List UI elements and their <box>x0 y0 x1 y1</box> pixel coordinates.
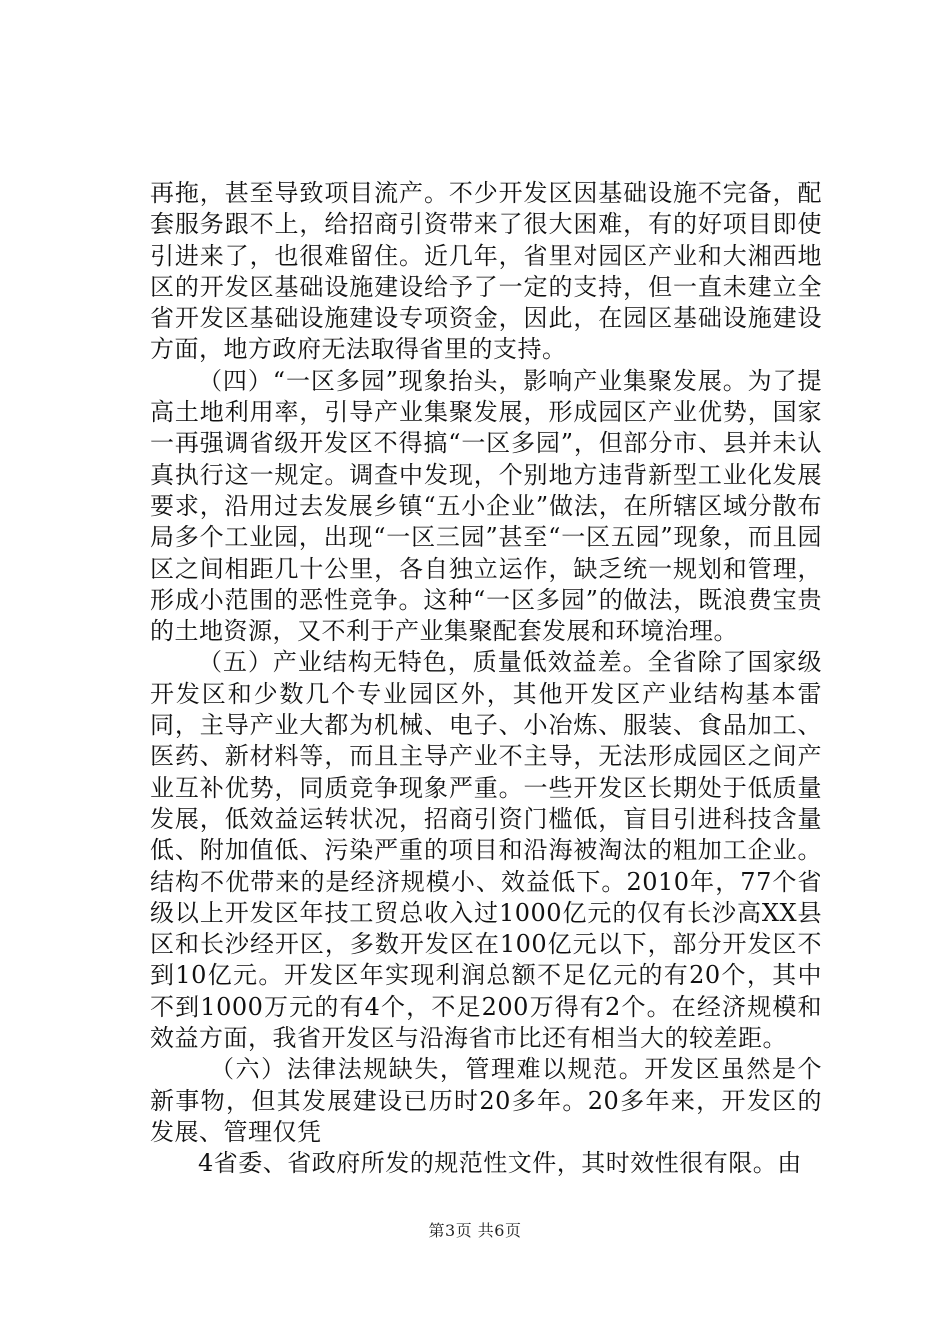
page-number-label: 第3页 共6页 <box>428 1221 522 1240</box>
paragraph-continuation: 4省委、省政府所发的规范性文件，其时效性很有限。由 <box>198 1149 802 1178</box>
paragraph-infrastructure: 再拖，甚至导致项目流产。不少开发区因基础设施不完备，配套服务跟不上，给招商引资带来了很大困难，有的好项目即使引进来了，也很难留住。近几年，省里对园区产业和大湘西地区的开发区基础设施建设给予了一定的支持，但一直未建立全省开发区基础设施建设专项资金，因此，在园区基础设施建设方面，地方政府无法取得省里的支持。 <box>150 179 822 364</box>
paragraph-section-five: （五）产业结构无特色，质量低效益差。全省除了国家级开发区和少数几个专业园区外，其他开发区产业结构基本雷同，主导产业大都为机械、电子、小冶炼、服装、食品加工、医药、新材料等，而且主导产业不主导，无法形成园区之间产业互补优势，同质竞争现象严重。一些开发区长期处于低质量发展，低效益运转状况，招商引资门槛低，盲目引进科技含量低、附加值低、污染严重的项目和沿海被淘汰的粗加工企业。结构不优带来的是经济规模小、效益低下。2010年，77个省级以上开发区年技工贸总收入过1000亿元的仅有长沙高XX县区和长沙经开区，多数开发区在100亿元以下，部分开发区不到10亿元。开发区年实现利润总额不足亿元的有20个，其中不到1000万元的有4个，不足200万得有2个。在经济规模和效益方面，我省开发区与沿海省市比还有相当大的较差距。 <box>150 648 822 1053</box>
document-body <box>150 178 822 1180</box>
page-footer <box>0 1218 950 1241</box>
paragraph-section-four: （四）“一区多园”现象抬头，影响产业集聚发展。为了提高土地利用率，引导产业集聚发展，形成园区产业优势，国家一再强调省级开发区不得搞“一区多园”，但部分市、县并未认真执行这一规定。调查中发现，个别地方违背新型工业化发展要求，沿用过去发展乡镇“五小企业”做法，在所辖区域分散布局多个工业园，出现“一区三园”甚至“一区五园”现象，而且园区之间相距几十公里，各自独立运作，缺乏统一规划和管理，形成小范围的恶性竞争。这种“一区多园”的做法，既浪费宝贵的土地资源，又不利于产业集聚配套发展和环境治理。 <box>150 366 822 646</box>
paragraph-section-six: （六）法律法规缺失，管理难以规范。开发区虽然是个新事物，但其发展建设已历时20多年。20多年来，开发区的发展、管理仅凭 <box>150 1055 822 1146</box>
